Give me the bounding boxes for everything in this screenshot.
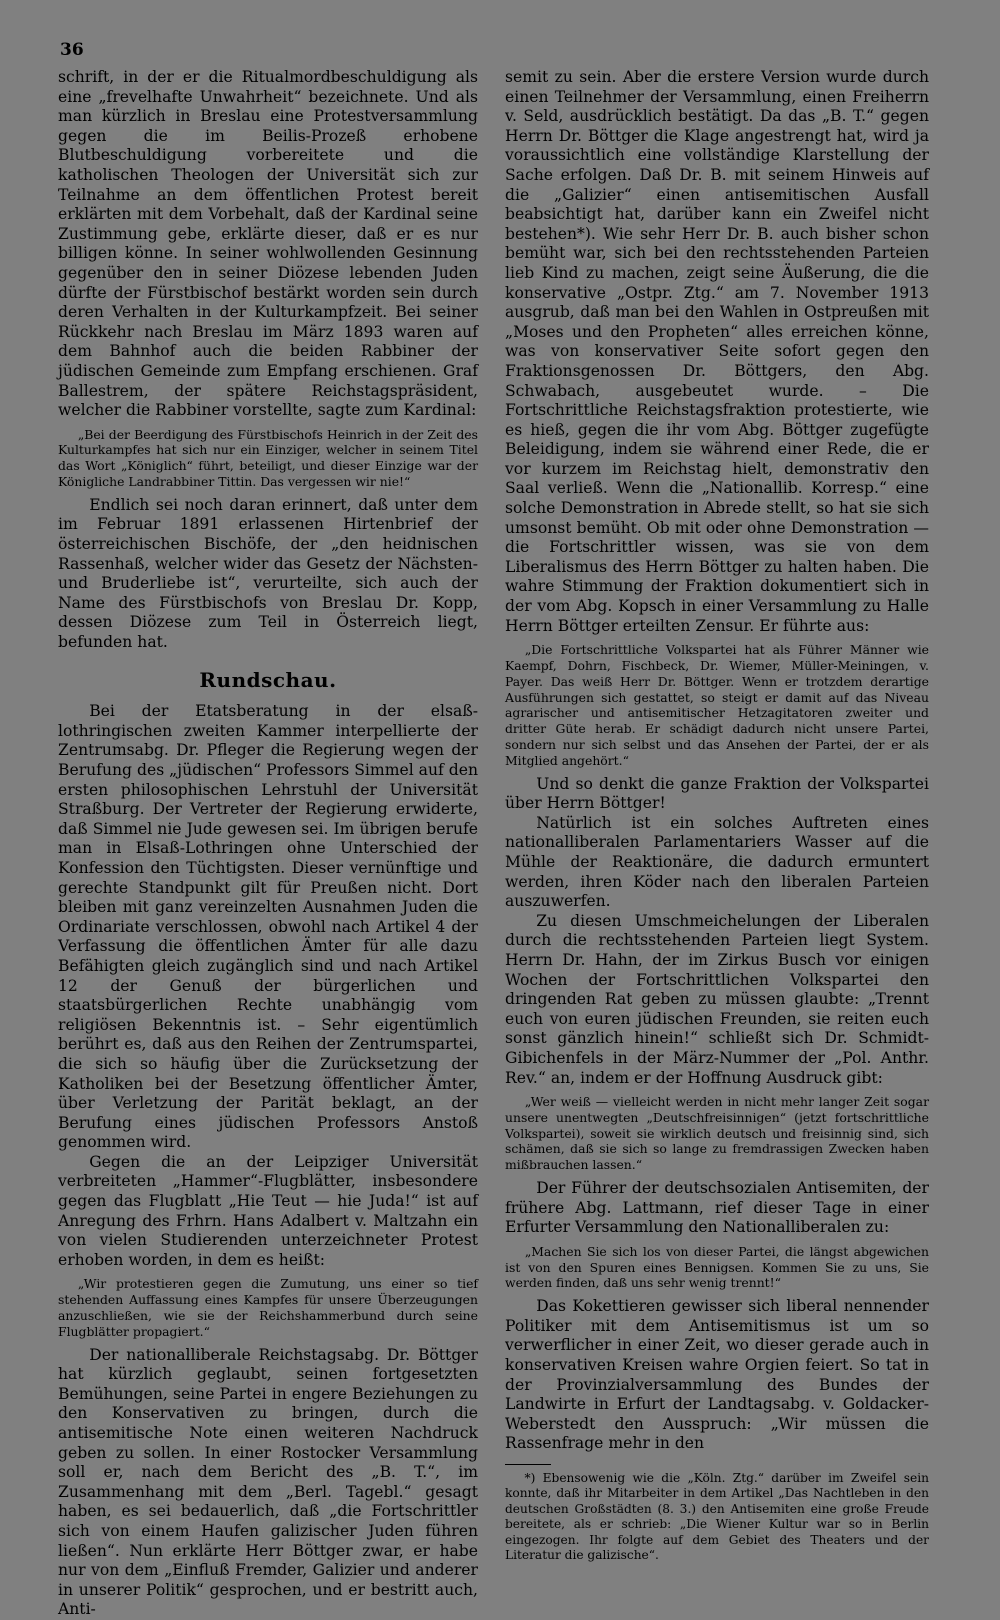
footnote-divider [505, 1464, 551, 1465]
block-quote [58, 1276, 478, 1339]
paragraph: Der Führer der deutschsozialen Antisemiten, der frühere Abg. Lattmann, rief dieser Tage in einer Erfurter Versammlung den Nationalliberalen zu: [505, 1179, 929, 1237]
paragraph: Zu diesen Umschmeichelungen der Liberalen durch die rechtsstehenden Parteien liegt System. Herrn Dr. Hahn, der im Zirkus Busch vor einigen Wochen der Fortschrittlichen Volkspartei den dringenden Rat geben zu müssen glaubte: „Trennt euch von euren jüdischen Freunden, sie reiten euch sonst gänzlich hinein!“ schließt sich Dr. Schmidt-Gibichenfels in der März-Nummer der „Pol. Anthr. Rev.“ an, indem er der Hoffnung Ausdruck gibt: [505, 911, 929, 1087]
paragraph: Das Kokettieren gewisser sich liberal nennender Politiker mit dem Antisemitismus ist um so verwerflicher in einer Zeit, wo dieser gerade auch in konservativen Kreisen wahre Orgien feiert. So tat in der Provinzialversammlung des Bundes der Landwirte in Erfurt der Landtagsabg. v. Goldacker-Weberstedt den Ausspruch: „Wir müssen die Rassenfrage mehr in den [505, 1297, 929, 1453]
footnote [505, 1471, 929, 1563]
paragraph: Natürlich ist ein solches Auftreten eines nationalliberalen Parlamentariers Wasser auf die Mühle der Reaktionäre, die dadurch ermuntert werden, ihren Köder nach den liberalen Parteien auszuwerfen. [505, 813, 929, 911]
paragraph: Endlich sei noch daran erinnert, daß unter dem im Februar 1891 erlassenen Hirtenbrief der österreichischen Bischöfe, der „den heidnischen Rassenhaß, welcher wider das Gesetz der Nächsten- und Bruderliebe ist“, verurteilte, sich auch der Name des Fürstbischofs von Breslau Dr. Kopp, dessen Diözese zum Teil in Österreich liegt, befunden hat. [58, 495, 478, 652]
paragraph: schrift, in der er die Ritualmordbeschuldigung als eine „frevelhafte Unwahrheit“ bezeichnete. Und als man kürzlich in Breslau eine Protestversammlung gegen die im Beilis-Prozeß erhobene Blutbeschuldigung vorbereitete und die katholischen Theologen der Universität sich zur Teilnahme an dem öffentlichen Protest bereit erklärten mit dem Vorbehalt, daß der Kardinal seine Zustimmung gebe, erklärte dieser, daß er es nur billigen könne. In seiner wohlwollenden Gesinnung gegenüber den in seiner Diözese lebenden Juden dürfte der Fürstbischof bestärkt worden sein durch deren Verhalten in der Kulturkampfzeit. Bei seiner Rückkehr nach Breslau im März 1893 waren auf dem Bahnhof auch die beiden Rabbiner der jüdischen Gemeinde zum Empfang erschienen. Graf Ballestrem, der spätere Reichstagspräsident, welcher die Rabbiner vorstellte, sagte zum Kardinal: [58, 68, 478, 420]
section-heading: Rundschau. [199, 667, 337, 692]
left-column [58, 68, 478, 1620]
quote-text: „Bei der Beerdigung des Fürstbischofs Heinrich in der Zeit des Kulturkampfes hat sich nur ein Einziger, welcher in seinem Titel das Wort „Königlich“ führt, beteiligt, und dieser Einzige war der Königliche Landrabbiner Tittin. Das vergessen wir nie!“ [58, 426, 478, 490]
paragraph: semit zu sein. Aber die erstere Version wurde durch einen Teilnehmer der Versammlung, einen Freiherrn v. Seld, ausdrücklich bestätigt. Da das „B. T.“ gegen Herrn Dr. Böttger die Klage angestrengt hat, wird ja voraussichtlich eine vollständige Klarstellung der Sache erfolgen. Daß Dr. B. mit seinem Hinweis auf die „Galizier“ einen antisemitischen Ausfall beabsichtigt hat, darüber kann ein Zweifel nicht bestehen*). Wie sehr Herr Dr. B. auch bisher schon bemüht war, sich bei den rechtsstehenden Parteien lieb Kind zu machen, zeigt seine Äußerung, die die konservative „Ostpr. Ztg.“ am 7. November 1913 ausgrub, daß man bei den Wahlen in Ostpreußen mit „Moses und den Propheten“ alles erreichen könne, was von konservativer Seite sofort gegen den Fraktionsgenossen Dr. Böttgers, den Abg. Schwabach, ausgebeutet wurde. – Die Fortschrittliche Reichstagsfraktion protestierte, wie es hieß, gegen die ihr vom Abg. Böttger zugefügte Beleidigung, indem sie während einer Rede, die er vor kurzem im Reichstag hielt, demonstrativ den Saal verließ. Wenn die „Nationallib. Korresp.“ eine solche Demonstration in Abrede stellt, so hat sie sich umsonst bemüht. Ob mit oder ohne Demonstration — die Fortschrittler wissen, was sie von dem Liberalismus des Herrn Böttger zu halten haben. Die wahre Stimmung der Fraktion dokumentiert sich in der vom Abg. Kopsch in einer Versammlung zu Halle Herrn Böttger erteilten Zensur. Er führte aus: [505, 68, 929, 635]
footnote-text: *) Ebensowenig wie die „Köln. Ztg.“ darüber im Zweifel sein konnte, daß ihr Mitarbeiter in dem Artikel „Das Nachtleben in den deutschen Großstädten (8. 3.) den Antisemiten eine große Freude bereitete, als er schrieb: „Die Wiener Kultur war so in Berlin eingezogen. Ihr folgte auf dem Gebiet des Theaters und der Literatur die galizische“. [505, 1471, 929, 1563]
paragraph: Und so denkt die ganze Fraktion der Volkspartei über Herrn Böttger! [505, 774, 929, 813]
block-quote [505, 1244, 929, 1291]
right-column [505, 68, 929, 1563]
quote-text: „Wir protestieren gegen die Zumutung, uns einer so tief stehenden Auffassung eines Kampfes für unsere Überzeugungen anzuschließen, wie sie der Reichshammerbund durch seine Flugblätter propagiert.“ [58, 1276, 478, 1339]
paragraph: Gegen die an der Leipziger Universität verbreiteten „Hammer“-Flugblätter, insbesondere gegen das Flugblatt „Hie Teut — hie Juda!“ ist auf Anregung des Frhrn. Hans Adalbert v. Maltzahn ein von vielen Studierenden unterzeichneter Protest erhoben worden, in dem es heißt: [58, 1152, 478, 1269]
quote-text: „Die Fortschrittliche Volkspartei hat als Führer Männer wie Kaempf, Dohrn, Fischbeck, Dr. Wiemer, Müller-Meiningen, v. Payer. Das weiß Herr Dr. Böttger. Wenn er trotzdem derartige Ausführungen sich gestattet, so steigt er damit auf das Niveau agrarischer und antisemitischer Hetzagitatoren zweiter und dritter Güte herab. Er schädigt dadurch nicht unsere Partei, sondern nur sich selbst und das Ansehen der Partei, der er als Mitglied angehört.“ [505, 642, 929, 768]
block-quote [505, 642, 929, 768]
quote-text: „Machen Sie sich los von dieser Partei, die längst abgewichen ist von den Spuren eines Bennigsen. Kommen Sie zu uns, Sie werden finden, daß uns sehr wenig trennt!“ [505, 1243, 929, 1291]
paragraph: Der nationalliberale Reichstagsabg. Dr. Böttger hat kürzlich geglaubt, seinen fortgesetzten Bemühungen, seine Partei in engere Beziehungen zu den Konservativen zu bringen, durch die antisemitische Note einen weiteren Nachdruck geben zu sollen. In einer Rostocker Versammlung soll er, nach dem Bericht des „B. T.“, im Zusammenhang mit dem „Berl. Tagebl.“ gesagt haben, es sei bedauerlich, daß „die Fortschrittler sich von einem Haufen galizischer Juden führen ließen“. Nun erklärte Herr Böttger zwar, er habe nur von dem „Einfluß Fremder, Galizier und anderer in unserer Politik“ gesprochen, und er bestritt auch, Anti- [58, 1345, 478, 1619]
page-number: 36 [60, 40, 84, 60]
block-quote [505, 1094, 929, 1173]
paragraph: Bei der Etatsberatung in der elsaß-lothringischen zweiten Kammer interpellierte der Zentrumsabg. Dr. Pfleger die Regierung wegen der Berufung des „jüdischen“ Professors Simmel auf den ersten philosophischen Lehrstuhl der Universität Straßburg. Der Vertreter der Regierung erwiderte, daß Simmel nie Jude gewesen sei. Im übrigen berufe man in Elsaß-Lothringen ohne Unterschied der Konfession den Tüchtigsten. Dieser vernünftige und gerechte Standpunkt gilt für Preußen nicht. Dort bleiben mit ganz vereinzelten Ausnahmen Juden die Ordinariate verschlossen, obwohl nach Artikel 4 der Verfassung die öffentlichen Ämter für alle dazu Befähigten gleich zugänglich sind und nach Artikel 12 der Genuß der bürgerlichen und staatsbürgerlichen Rechte unabhängig vom religiösen Bekenntnis ist. – Sehr eigentümlich berührt es, daß aus den Reihen der Zentrumspartei, die sich so häufig über die Zurücksetzung der Katholiken bei der Besetzung öffentlicher Ämter, über Verletzung der Parität beklagt, an der Berufung eines jüdischen Professors Anstoß genommen wird. [58, 702, 478, 1152]
quote-text: „Wer weiß — vielleicht werden in nicht mehr langer Zeit sogar unsere unentwegten „Deutschfreisinnigen“ (jetzt fortschrittliche Volkspartei), soweit sie wirklich deutsch und freisinnig sind, sich schämen, daß sie sich so lange zu fremdrassigen Zwecken haben mißbrauchen lassen.“ [505, 1094, 929, 1173]
block-quote [58, 427, 478, 490]
